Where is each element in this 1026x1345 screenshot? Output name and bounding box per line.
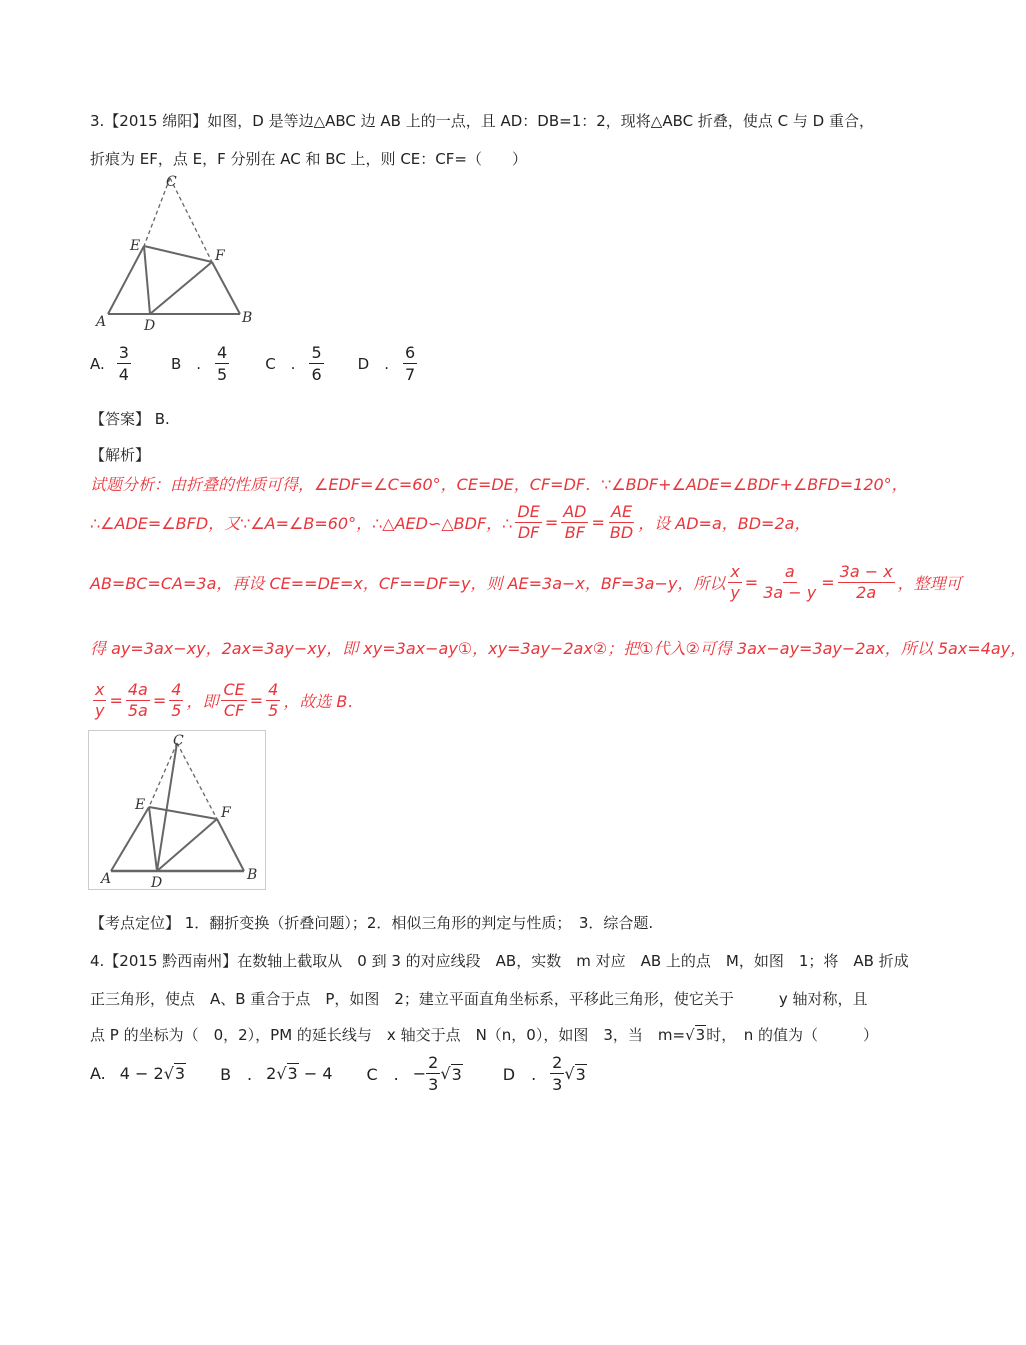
q4-stem-line3: 点 P 的坐标为（ 0，2），PM 的延长线与 x 轴交于点 N（n，0），如图 3，当 m=√3时， n 的值为（ ） [90, 1026, 878, 1044]
solution-line-1: 试题分析：由折叠的性质可得，∠EDF=∠C=60°，CE=DE，CF=DF．∵∠BDF+∠ADE=∠BDF+∠BFD=120°， [90, 475, 908, 494]
q4-option-b-value: 2√3 − 4 [266, 1064, 333, 1083]
q4-option-a-value: 4 − 2√3 [119, 1064, 186, 1083]
triangle-figure-2 [88, 730, 266, 890]
label-b: B [247, 867, 258, 883]
q4-option-b-label: B . [220, 1065, 253, 1084]
label-d: D [144, 318, 156, 334]
q4-stem-line2: 正三角形，使点 A、B 重合于点 P，如图 2；建立平面直角坐标系，平移此三角形，使它关于 y 轴对称，且 [90, 990, 868, 1008]
solution-line-3: AB=BC=CA=3a，再设 CE==DE=x，CF==DF=y，则 AE=3a−x，BF=3a−y，所以 $\frac{x}{y}$ = $\frac{a}{3a - y}$ = $\frac{3a - x}{2a}$ ，整理可 [90, 562, 962, 602]
solution-line-5: $\frac{x}{y}$ = $\frac{4a}{5a}$ = $\frac{4}{5}$ ，即 $\frac{CE}{CF}$ = $\frac{4}{5}$ ，故选 B． [95, 680, 364, 720]
option-b-label: B . [170, 355, 202, 373]
option-a-label: A. [90, 354, 105, 373]
q4-options [90, 1052, 587, 1095]
label-c: C [173, 733, 184, 749]
q4-option-d-value: $\frac{2}{3}$ √ 3 [552, 1053, 586, 1094]
option-c-label: C . [265, 355, 296, 373]
label-b: B [242, 310, 253, 326]
q3-answer: 【答案】 B. [90, 410, 170, 428]
label-d: D [151, 875, 163, 891]
label-e: E [130, 238, 141, 254]
q4-option-c-label: C . [366, 1065, 399, 1084]
q3-options [90, 342, 417, 385]
q4-stem-line1: 4.【2015 黔西南州】在数轴上截取从 0 到 3 的对应线段 AB，实数 m 对应 AB 上的点 M，如图 1；将 AB 折成 [90, 952, 909, 970]
option-c-value: $\frac{5}{6}$ [311, 343, 322, 384]
q3-stem-line1: 3.【2015 绵阳】如图，D 是等边△ABC 边 AB 上的一点，且 AD：DB=1：2，现将△ABC 折叠，使点 C 与 D 重合， [90, 112, 874, 130]
option-d-label: D . [357, 355, 389, 373]
option-d-value: $\frac{6}{7}$ [404, 343, 416, 384]
label-a: A [101, 871, 112, 887]
q4-option-d-label: D . [502, 1065, 537, 1084]
label-e: E [135, 797, 146, 813]
q3-analysis-title: 【解析】 [90, 446, 151, 464]
label-a: A [96, 314, 107, 330]
q3-kaodian: 【考点定位】 1．翻折变换（折叠问题）；2．相似三角形的判定与性质； 3．综合题. [90, 914, 654, 932]
option-a-value: $\frac{3}{4}$ [118, 343, 129, 384]
q4-option-c-value: − $\frac{2}{3}$ √ 3 [412, 1053, 462, 1094]
label-f: F [215, 248, 225, 264]
label-f: F [221, 805, 231, 821]
label-c: C [166, 174, 177, 190]
solution-line-2: ∴∠ADE=∠BFD，又∵∠A=∠B=60°，∴△AED∽△BDF，∴ $\frac{DE}{DF}$ = $\frac{AD}{BF}$ = $\frac{AE}{BD}$ ，设 AD=a，BD=2a， [90, 502, 811, 542]
q3-stem-line2: 折痕为 EF，点 E，F 分别在 AC 和 BC 上，则 CE：CF=（ ） [90, 150, 527, 168]
solution-line-4: 得 ay=3ax−xy，2ax=3ay−xy，即 xy=3ax−ay①，xy=3ay−2ax②；把①代入②可得 3ax−ay=3ay−2ax，所以 5ax=4ay， [90, 639, 1026, 658]
q4-option-a-label: A. [90, 1064, 106, 1083]
option-b-value: $\frac{4}{5}$ [217, 343, 228, 384]
triangle-figure-1 [88, 170, 268, 332]
